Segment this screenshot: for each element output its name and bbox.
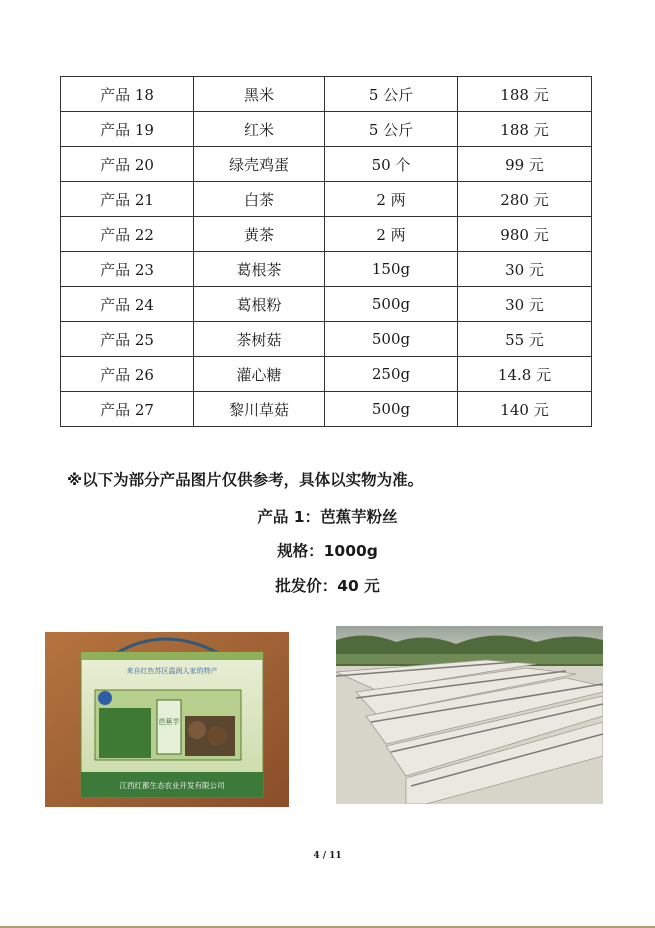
cell-name: 黑米 (194, 77, 325, 112)
cell-spec: 250g (325, 357, 458, 392)
cell-id: 产品 27 (61, 392, 194, 427)
cell-name: 红米 (194, 112, 325, 147)
cell-price: 280 元 (458, 182, 592, 217)
cell-id: 产品 26 (61, 357, 194, 392)
product-spec: 规格：1000g (277, 542, 378, 560)
drying-racks-photo (336, 626, 603, 804)
box-top-text: 来自红色苏区温润人家的特产 (126, 667, 218, 675)
table-row (61, 147, 592, 182)
table-row (61, 287, 592, 322)
cell-spec: 500g (325, 322, 458, 357)
table-row (61, 182, 592, 217)
cell-price: 14.8 元 (458, 357, 592, 392)
table-row (61, 252, 592, 287)
cell-spec: 150g (325, 252, 458, 287)
cell-name: 葛根粉 (194, 287, 325, 322)
cell-price: 980 元 (458, 217, 592, 252)
page-number: 4 / 11 (313, 851, 342, 861)
cell-spec: 2 两 (325, 182, 458, 217)
product-box-photo (45, 632, 289, 807)
cell-price: 188 元 (458, 112, 592, 147)
product-price: 批发价：40 元 (275, 577, 380, 595)
product-title: 产品 1：芭蕉芋粉丝 (257, 508, 398, 526)
cell-spec: 50 个 (325, 147, 458, 182)
cell-name: 白茶 (194, 182, 325, 217)
cell-price: 30 元 (458, 252, 592, 287)
product-table (60, 76, 592, 427)
cell-id: 产品 21 (61, 182, 194, 217)
table-row (61, 217, 592, 252)
table-row (61, 357, 592, 392)
cell-name: 茶树菇 (194, 322, 325, 357)
box-brand-text: 芭蕉芋 (158, 718, 180, 726)
cell-spec: 500g (325, 392, 458, 427)
cell-price: 188 元 (458, 77, 592, 112)
cell-name: 绿壳鸡蛋 (194, 147, 325, 182)
cell-id: 产品 18 (61, 77, 194, 112)
cell-id: 产品 20 (61, 147, 194, 182)
cell-name: 葛根茶 (194, 252, 325, 287)
cell-price: 99 元 (458, 147, 592, 182)
cell-name: 黎川草菇 (194, 392, 325, 427)
cell-price: 55 元 (458, 322, 592, 357)
cell-price: 30 元 (458, 287, 592, 322)
table-row (61, 112, 592, 147)
cell-id: 产品 25 (61, 322, 194, 357)
cell-id: 产品 23 (61, 252, 194, 287)
cell-price: 140 元 (458, 392, 592, 427)
cell-spec: 5 公斤 (325, 77, 458, 112)
cell-id: 产品 24 (61, 287, 194, 322)
cell-id: 产品 22 (61, 217, 194, 252)
cell-id: 产品 19 (61, 112, 194, 147)
cell-spec: 500g (325, 287, 458, 322)
table-row (61, 392, 592, 427)
cell-spec: 5 公斤 (325, 112, 458, 147)
cell-name: 黄茶 (194, 217, 325, 252)
cell-name: 灌心糖 (194, 357, 325, 392)
table-row (61, 322, 592, 357)
box-company-text: 江西红都生态农业开发有限公司 (119, 781, 225, 790)
cell-spec: 2 两 (325, 217, 458, 252)
table-row (61, 77, 592, 112)
disclaimer-note: ※以下为部分产品图片仅供参考，具体以实物为准。 (67, 471, 424, 489)
